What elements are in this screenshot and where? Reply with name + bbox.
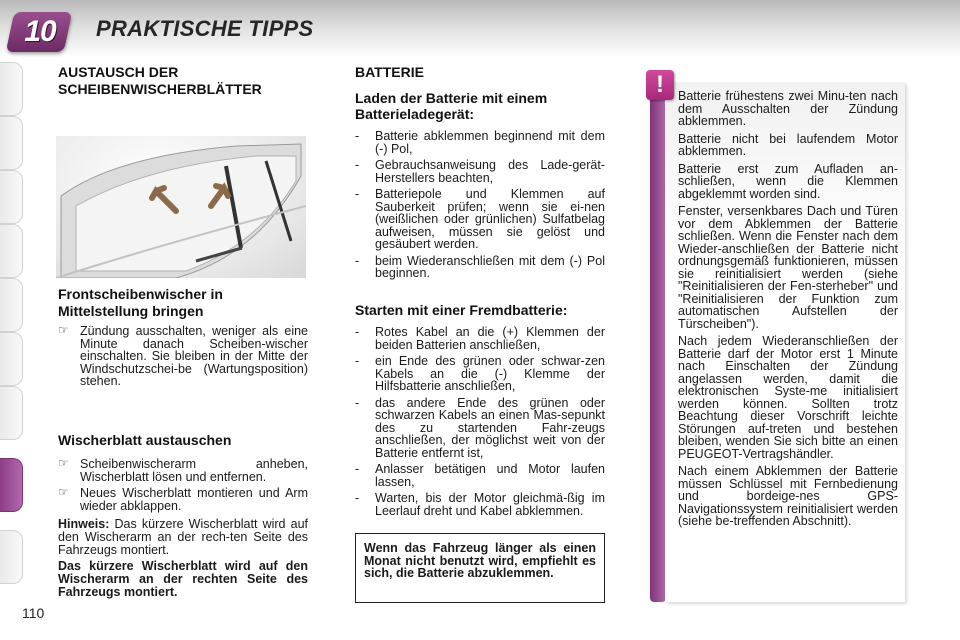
list-item: ☞ Scheibenwischerarm anheben, Wischerblatt lösen und entfernen. [58, 458, 308, 483]
list-item: - beim Wiederanschließen mit dem (-) Pol beginnen. [355, 255, 605, 280]
list-item: - Batteriepole und Klemmen auf Sauberkeit prüfen; wenn sie ei-nen (weißlichen oder grünlichen) Sulfatbelag aufweisen, müssen sie gelöst und gesäubert werden. [355, 188, 605, 251]
side-tab-8[interactable] [0, 530, 23, 584]
info-paragraph: Nach einem Abklemmen der Batterie müssen Schlüssel mit Fernbedienung und bordeige-nes GPS-Navigationssystem reinitialisiert werden (siehe be-treffenden Abschnitt). [678, 464, 898, 528]
info-panel-accent-bar [650, 80, 666, 602]
list-item: - Anlasser betätigen und Motor laufen lassen, [355, 463, 605, 488]
chapter-number: 10 [24, 15, 56, 48]
list-item: - Warten, bis der Motor gleichmä-ßig im Leerlauf dreht und Kabel abklemmen. [355, 492, 605, 517]
side-tab-5[interactable] [0, 278, 23, 332]
list-item: - ein Ende des grünen oder schwar-zen Kabels an die (-) Klemme der Hilfsbatterie anschließen, [355, 355, 605, 393]
page-title: PRAKTISCHE TIPPS [96, 16, 314, 41]
windshield-wiper-drawing [56, 136, 306, 278]
side-tab-2[interactable] [0, 116, 23, 170]
hint-text: Das kürzere Wischerblatt wird auf den Wischerarm an der rech-ten Seite des Fahrzeugs montiert. [58, 517, 308, 557]
side-tab-3[interactable] [0, 170, 23, 224]
info-paragraph: Nach jedem Wiederanschließen der Batterie darf der Motor erst 1 Minute nach Einschalten der Zündung angelassen werden, damit die elektronischen Syste-me initialisiert werden können. Sollten trotz Beachtung dieser Vorschrift leichte Störungen auf-treten und bestehen bleiben, wenden Sie sich bitte an einen PEUGEOT-Vertragshändler. [678, 334, 898, 461]
list-item: - Batterie abklemmen beginnend mit dem (-) Pol, [355, 130, 605, 155]
info-paragraph: Batterie nicht bei laufendem Motor abklemmen. [678, 131, 898, 158]
side-tab-4[interactable] [0, 224, 23, 278]
wiper-replace-list [58, 458, 308, 516]
info-paragraph: Batterie frühestens zwei Minu-ten nach dem Ausschalten der Zündung abklemmen. [678, 89, 898, 128]
hint-label: Hinweis: [58, 517, 110, 531]
info-paragraph: Fenster, versenkbares Dach und Türen vor dem Abklemmen der Batterie schließen. Wenn die Fenster nach dem Wieder-anschließen der Batterie nicht ordnungsgemäß funktionieren, müssen sie reinitialisiert werden (siehe "Reinitialisieren der Fen-sterheber" und "Reinitialisieren der Funktion zum automatischen Aufstellen der Türscheiben"). [678, 204, 898, 331]
wiper-illustration [56, 136, 306, 278]
wiper-middle-position-list [58, 325, 308, 392]
wiper-middle-position-title: Frontscheibenwischer in Mittelstellung bringen [58, 286, 223, 319]
list-item: - Gebrauchsanweisung des Lade-gerät-Herstellers beachten, [355, 159, 605, 184]
wiper-section-title: AUSTAUSCH DER SCHEIBENWISCHERBLÄTTER [58, 64, 262, 97]
list-item: ☞ Zündung ausschalten, weniger als eine Minute danach Scheiben-wischer einschalten. Sie bleiben in der Mitte der Windschutzschei-be (Wartungsposition) stehen. [58, 325, 308, 388]
list-item: ☞ Neues Wischerblatt montieren und Arm wieder abklappen. [58, 487, 308, 512]
wiper-replace-title: Wischerblatt austauschen [58, 432, 232, 448]
info-paragraph: Batterie erst zum Aufladen an-schließen, wenn die Klemmen abgeklemmt worden sind. [678, 161, 898, 201]
bold-note: Das kürzere Wischerblatt wird auf den Wischerarm an der rechten Seite des Fahrzeugs montiert. [58, 559, 308, 599]
list-item: - Rotes Kabel an die (+) Klemmen der beiden Batterien anschließen, [355, 326, 605, 351]
side-tab-6[interactable] [0, 332, 23, 386]
side-tab-active[interactable] [0, 458, 23, 512]
side-tab-7[interactable] [0, 386, 23, 440]
jump-start-list [355, 326, 605, 521]
warning-icon: ! [646, 70, 674, 100]
jump-start-title: Starten mit einer Fremdbatterie: [355, 302, 568, 318]
page-number: 110 [22, 605, 45, 621]
battery-section-title: BATTERIE [355, 64, 424, 80]
list-item: - das andere Ende des grünen oder schwarzen Kabels an einen Mas-sepunkt des zu startenden Fahr-zeugs anschließen, der möglichst weit von der Batterie entfernt ist, [355, 397, 605, 460]
battery-charge-list [355, 130, 605, 284]
hint-paragraph [58, 518, 308, 557]
storage-warning-box: Wenn das Fahrzeug länger als einen Monat nicht benutzt wird, empfiehlt es sich, die Batterie abzuklemmen. [355, 533, 605, 603]
side-tab-1[interactable] [0, 62, 23, 116]
battery-charge-title: Laden der Batterie mit einem Batterieladegerät: [355, 90, 548, 122]
info-panel-text [678, 90, 898, 533]
